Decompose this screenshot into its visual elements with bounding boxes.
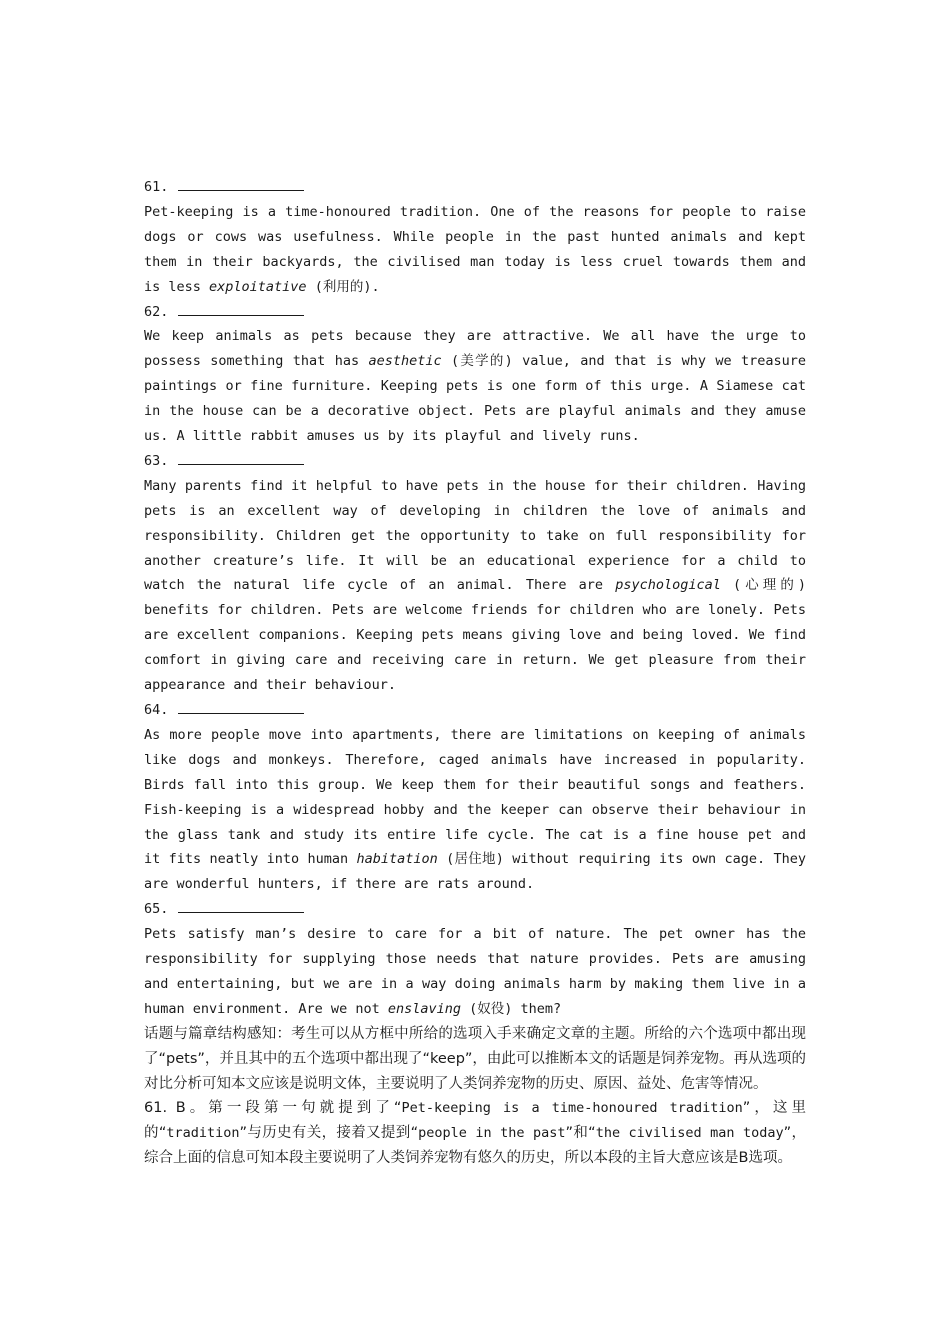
paragraph-62: We keep animals as pets because they are attractive. We all have the urge to possess something that has aesthetic (美学的) value, and that is why we treasure paintings or fine furniture. Keeping pets is one form of this urge. A Siamese cat in the house can be a decorative object. Pets are playful animals and they amuse us. A little rabbit amuses us by its playful and lively runs. [144,328,807,445]
question-62-number: 62. [144,300,806,325]
question-64-number: 64. [144,698,806,723]
answer-blank-61[interactable] [178,175,304,191]
question-63-number: 63. [144,449,806,474]
paragraph-64: As more people move into apartments, there are limitations on keeping of animals like dogs and monkeys. Therefore, caged animals have increased in popularity. Birds fall into this group. We keep them for their beautiful songs and feathers. Fish-keeping is a widespread hobby and the keeper can observe their behaviour in the glass tank and study its entire life cycle. The cat is a fine house pet and it fits neatly into human habitation (居住地) without requiring its own cage. They are wonderful hunters, if there are rats around. [144,726,807,893]
paragraph-63: Many parents find it helpful to have pets in the house for their children. Having pets is an excellent way of developing in children the love of animals and responsibility. Children get the opportunity to take on full responsibility for another creature’s life. It will be an educational experience for a child to watch the natural life cycle of an animal. There are psychological (心理的) benefits for children. Pets are welcome friends for children who are lonely. Pets are excellent companions. Keeping pets means giving love and being loved. We find comfort in giving care and receiving care in return. We get pleasure from their appearance and their behaviour. [144,477,806,694]
analysis-answer-61: 61. B。第一段第一句就提到了“Pet-keeping is a time-honoured tradition”，这里的“tradition”与历史有关，接着又提到“people in the past”和“the civilised man today”，综合上面的信息可知本段主要说明了人类饲养宠物有悠久的历史，所以本段的主旨大意应该是B选项。 [144,1100,807,1167]
analysis-intro: 话题与篇章结构感知：考生可以从方框中所给的选项入手来确定文章的主题。所给的六个选项中都出现了“pets”，并且其中的五个选项中都出现了“keep”，由此可以推断本文的话题是饲养宠物。再从选项的对比分析可知本文应该是说明文体，主要说明了人类饲养宠物的历史、原因、益处、危害等情况。 [144,1025,806,1092]
paragraph-65: Pets satisfy man’s desire to care for a bit of nature. The pet owner has the responsibility for supplying those needs that nature provides. Pets are amusing and entertaining, but we are in a way doing animals harm by making them live in a human environment. Are we not enslaving (奴役) them? [144,926,806,1017]
question-65-number: 65. [144,897,806,922]
answer-blank-64[interactable] [178,698,304,714]
answer-blank-63[interactable] [178,449,304,465]
paragraph-61: Pet-keeping is a time-honoured tradition. One of the reasons for people to raise dogs or cows was usefulness. While people in the past hunted animals and kept them in their backyards, the civilised man today is less cruel towards them and is less exploitative (利用的). [144,203,806,295]
document-page [144,175,806,1171]
answer-blank-65[interactable] [178,897,304,913]
answer-blank-62[interactable] [178,300,304,316]
question-61-number: 61. [144,175,806,200]
